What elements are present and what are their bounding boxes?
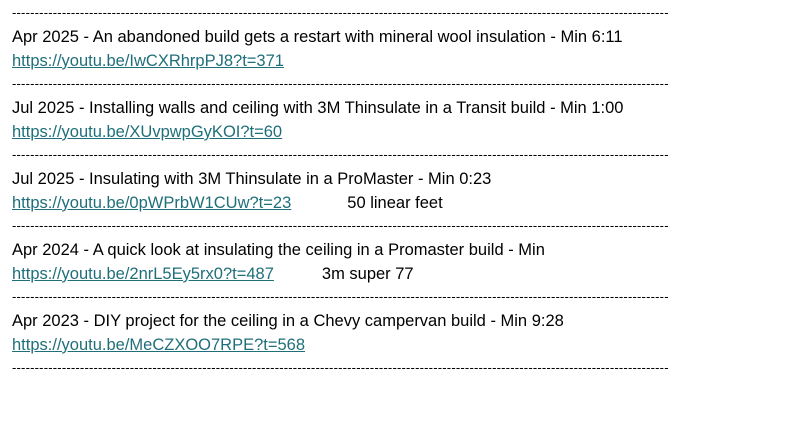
divider-5: -------------------------------------------------------------------------------------------------------------------------------------------------: [12, 290, 669, 304]
divider-3: -------------------------------------------------------------------------------------------------------------------------------------------------: [12, 148, 669, 162]
list-item: [12, 92, 778, 148]
entry-title: Apr 2024 - A quick look at insulating the ceiling in a Promaster build - Min: [12, 241, 545, 259]
entry-link-row: [12, 120, 778, 144]
list-item: [12, 234, 778, 290]
divider-1: -------------------------------------------------------------------------------------------------------------------------------------------------: [12, 6, 669, 20]
divider-4: -------------------------------------------------------------------------------------------------------------------------------------------------: [12, 219, 669, 233]
entry-link[interactable]: https://youtu.be/MeCZXOO7RPE?t=568: [12, 336, 306, 354]
entry-note: 3m super 77: [321, 265, 414, 283]
entry-title: Apr 2025 - An abandoned build gets a restart with mineral wool insulation - Min 6:11: [12, 28, 623, 46]
entry-title: Jul 2025 - Installing walls and ceiling with 3M Thinsulate in a Transit build - Min 1:00: [12, 99, 624, 117]
entry-link-row: [12, 191, 778, 215]
entry-title: Apr 2023 - DIY project for the ceiling in a Chevy campervan build - Min 9:28: [12, 312, 564, 330]
entry-link[interactable]: https://youtu.be/XUvpwpGyKOI?t=60: [12, 123, 283, 141]
list-item: [12, 305, 778, 361]
divider-2: -------------------------------------------------------------------------------------------------------------------------------------------------: [12, 77, 669, 91]
entry-link-row: [12, 333, 778, 357]
entry-note: 50 linear feet: [347, 194, 443, 212]
entry-link[interactable]: https://youtu.be/0pWPrbW1CUw?t=23: [12, 194, 292, 212]
entry-link[interactable]: https://youtu.be/IwCXRhrpPJ8?t=371: [12, 52, 284, 70]
entry-title: Jul 2025 - Insulating with 3M Thinsulate in a ProMaster - Min 0:23: [12, 170, 492, 188]
list-item: [12, 21, 778, 77]
entry-link[interactable]: https://youtu.be/2nrL5Ey5rx0?t=487: [12, 265, 274, 283]
divider-6: -------------------------------------------------------------------------------------------------------------------------------------------------: [12, 361, 669, 375]
entry-link-row: [12, 49, 778, 73]
entry-link-row: [12, 262, 778, 286]
list-item: [12, 163, 778, 219]
